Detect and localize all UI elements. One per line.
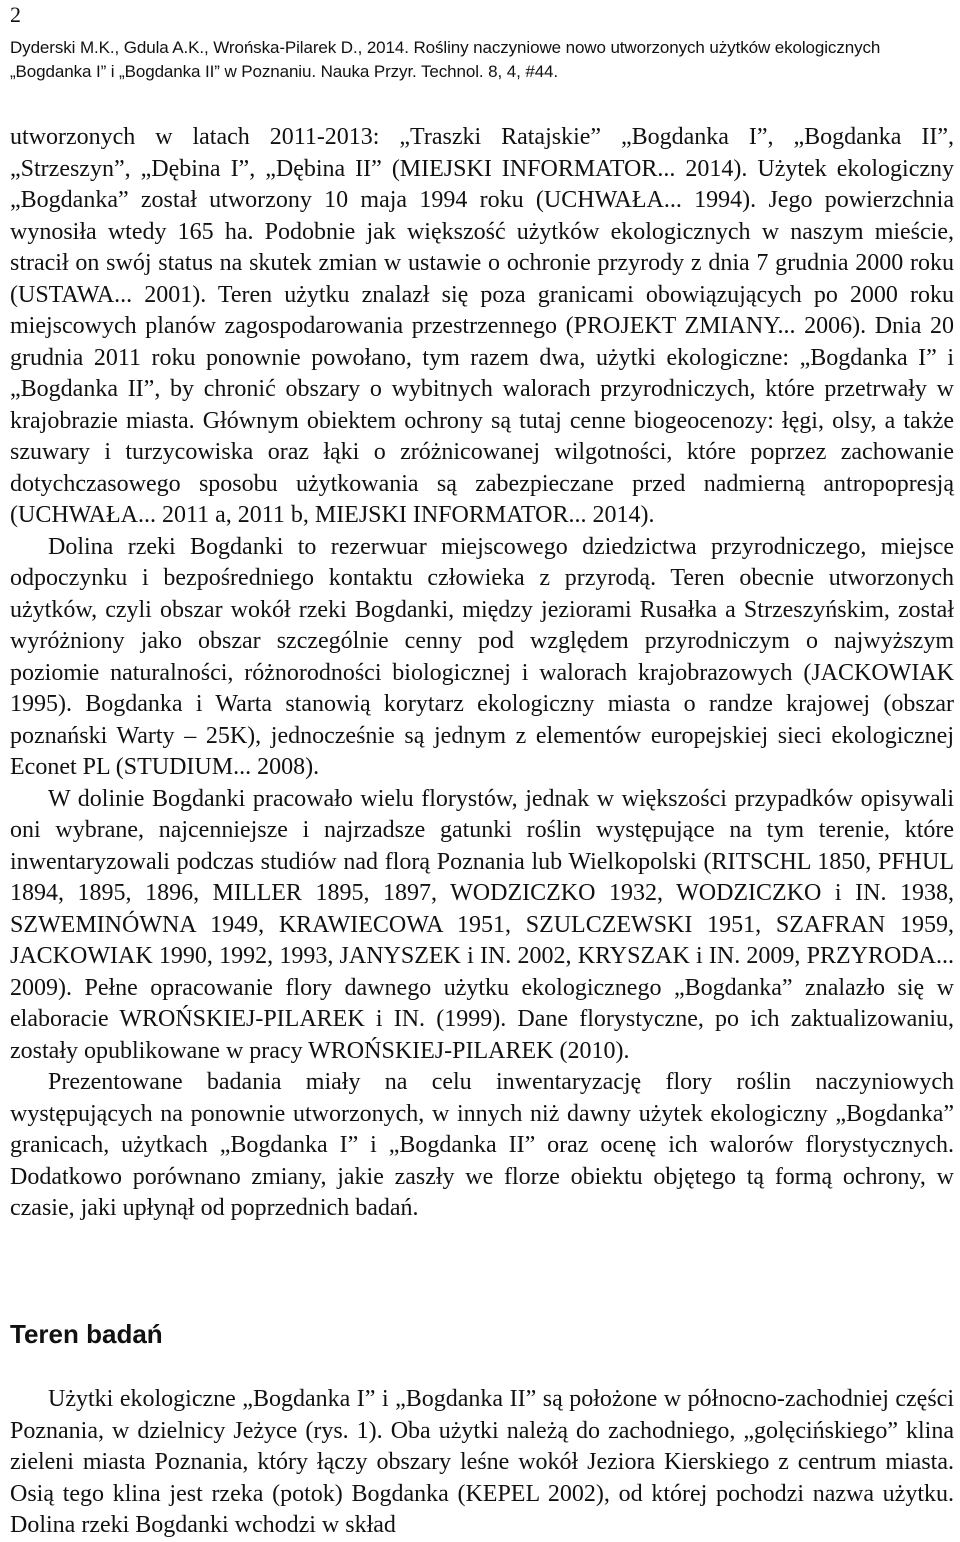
paragraph: W dolinie Bogdanki pracowało wielu florystów, jednak w większości przypadków opisywali oni wybrane, najcenniejsze i najrzadsze gatunki roślin występujące na tym terenie, które inwentaryzowali podczas studiów nad florą Poznania lub Wielkopolski (RITSCHL 1850, PFHUL 1894, 1895, 1896, MILLER 1895, 1897, WODZICZKO 1932, WODZICZKO i IN. 1938, SZWEMINÓWNA 1949, KRAWIECOWA 1951, SZULCZEWSKI 1951, SZAFRAN 1959, JACKOWIAK 1990, 1992, 1993, JANYSZEK i IN. 2002, KRYSZAK i IN. 2009, PRZYRODA... 2009). Pełne opracowanie flory dawnego użytku ekologicznego „Bogdanka” znalazło się w elaboracie WROŃSKIEJ-PILAREK i IN. (1999). Dane florystyczne, po ich zaktualizowaniu, zostały opublikowane w pracy WROŃSKIEJ-PILAREK (2010).	[10, 785, 954, 1064]
body-text	[10, 122, 954, 1225]
paragraph: Dolina rzeki Bogdanki to rezerwuar miejscowego dziedzictwa przyrodniczego, miejsce odpoczynku i bezpośredniego kontaktu człowieka z przyrodą. Teren obecnie utworzonych użytków, czyli obszar wokół rzeki Bogdanki, między jeziorami Rusałka a Strzeszyńskim, został wyróżniony jako obszar szczególnie cenny pod względem przyrodniczym o najwyższym poziomie naturalności, różnorodności biologicznej i walorach krajobrazowych (JACKOWIAK 1995). Bogdanka i Warta stanowią korytarz ekologiczny miasta o randze krajowej (obszar poznański Warty – 25K), jednocześnie są jednym z elementów europejskiej sieci ekologicznej Econet PL (STUDIUM... 2008).	[10, 533, 954, 780]
citation-header: Dyderski M.K., Gdula A.K., Wrońska-Pilarek D., 2014. Rośliny naczyniowe nowo utworzonych użytków ekologicznych „Bogdanka I” i „Bogdanka II” w Poznaniu. Nauka Przyr. Technol. 8, 4, #44.	[10, 38, 881, 81]
paragraph: Prezentowane badania miały na celu inwentaryzację flory roślin naczyniowych występujących na ponownie utworzonych, w innych niż dawny użytek ekologiczny „Bogdanka” granicach, użytkach „Bogdanka I” i „Bogdanka II” oraz ocenę ich walorów florystycznych. Dodatkowo porównano zmiany, jakie zaszły we florze obiektu objętego tą formą ochrony, w czasie, jaki upłynął od poprzednich badań.	[10, 1069, 954, 1221]
section-heading: Teren badań	[10, 1319, 163, 1349]
page-number: 2	[10, 2, 21, 27]
paragraph: Użytki ekologiczne „Bogdanka I” i „Bogdanka II” są położone w północno-zachodniej części Poznania, w dzielnicy Jeżyce (rys. 1). Oba użytki należą do zachodniego, „golęcińskiego” klina zieleni miasta Poznania, który łączy obszary leśne wokół Jeziora Kierskiego z centrum miasta. Osią tego klina jest rzeka (potok) Bogdanka (KEPEL 2002), od której pochodzi nazwa użytku. Dolina rzeki Bogdanki wchodzi w skład	[10, 1386, 954, 1538]
section-body-text	[10, 1384, 954, 1542]
paragraph: utworzonych w latach 2011-2013: „Traszki Ratajskie” „Bogdanka I”, „Bogdanka II”, „Strzeszyn”, „Dębina I”, „Dębina II” (MIEJSKI INFORMATOR... 2014). Użytek ekologiczny „Bogdanka” został utworzony 10 maja 1994 roku (UCHWAŁA... 1994). Jego powierzchnia wynosiła wtedy 165 ha. Podobnie jak większość użytków ekologicznych w naszym mieście, stracił on swój status na skutek zmian w ustawie o ochronie przyrody z dnia 7 grudnia 2000 roku (USTAWA... 2001). Teren użytku znalazł się poza granicami obowiązujących po 2000 roku miejscowych planów zagospodarowania przestrzennego (PROJEKT ZMIANY... 2006). Dnia 20 grudnia 2011 roku ponownie powołano, tym razem dwa, użytki ekologiczne: „Bogdanka I” i „Bogdanka II”, by chronić obszary o wybitnych walorach przyrodniczych, które przetrwały w krajobrazie miasta. Głównym obiektem ochrony są tutaj cenne biogeocenozy: łęgi, olsy, a także szuwary i turzycowiska oraz łąki o zróżnicowanej wilgotności, które poprzez zachowanie dotychczasowego sposobu użytkowania są zabezpieczane przed nadmierną antropopresją (UCHWAŁA... 2011 a, 2011 b, MIEJSKI INFORMATOR... 2014).	[10, 124, 954, 528]
